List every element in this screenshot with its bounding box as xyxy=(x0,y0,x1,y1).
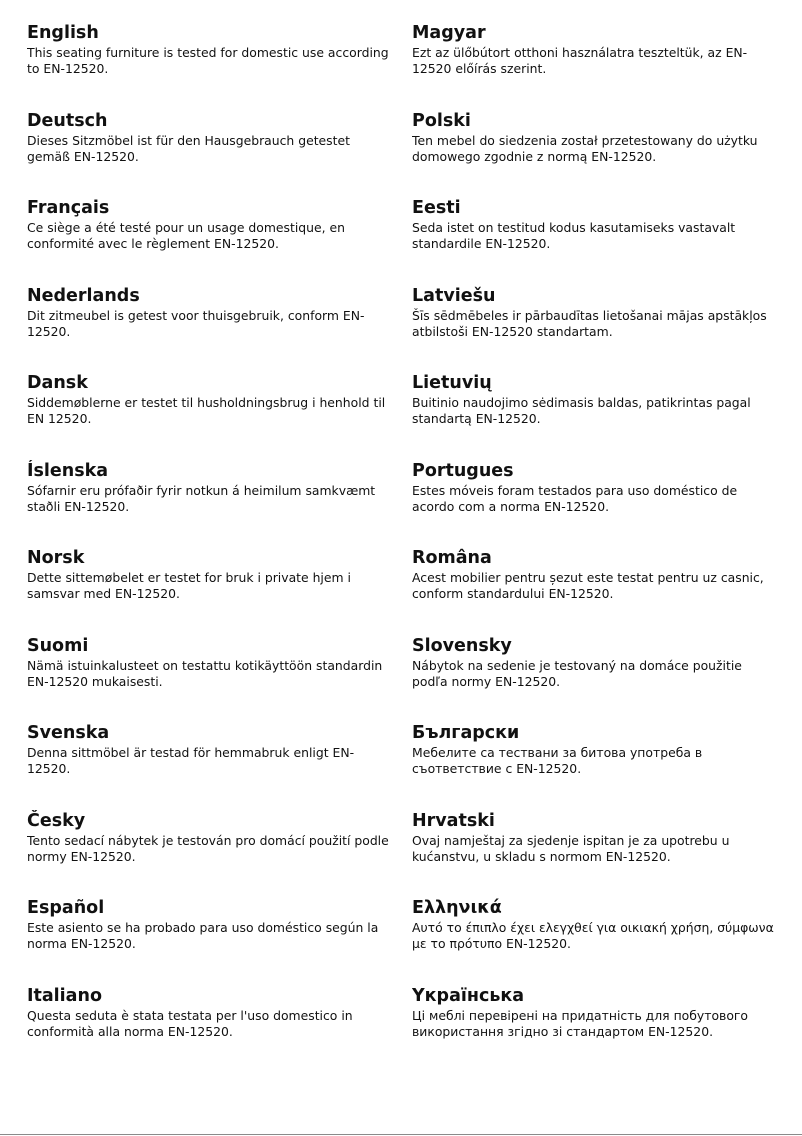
language-text: Este asiento se ha probado para uso doméstico según la norma EN-12520. xyxy=(27,920,379,951)
language-text: Questa seduta è stata testata per l'uso domestico in conformità alla norma EN-12520. xyxy=(27,1007,353,1039)
language-text: Ovaj namještaj za sjedenje ispitan je za upotrebu u kućanstvu, u skladu s normom EN-12520. xyxy=(412,832,730,864)
language-text: Ten mebel do siedzenia został przetestowany do użytku domowego zgodnie z normą EN-12520. xyxy=(412,132,758,164)
language-heading: Yкраїнська xyxy=(412,985,525,1006)
language-heading: Español xyxy=(27,898,105,918)
language-text: Dieses Sitzmöbel ist für den Hausgebrauch getestet gemäß EN-12520. xyxy=(27,132,350,164)
language-entry-norsk xyxy=(27,547,389,635)
language-entry-islenska xyxy=(27,460,389,548)
language-text: Dette sittemøbelet er testet for bruk i private hjem i samsvar med EN-12520. xyxy=(27,570,351,601)
language-entry-latviesu xyxy=(412,285,774,373)
language-entry-dansk xyxy=(27,372,389,460)
language-entry-suomi xyxy=(27,635,389,723)
language-heading: Deutsch xyxy=(27,110,108,131)
language-entry-romana xyxy=(412,547,774,635)
language-heading: English xyxy=(27,23,99,43)
language-entry-magyar xyxy=(412,22,774,110)
language-entry-ukrainian xyxy=(412,985,774,1073)
language-text: Tento sedací nábytek je testován pro domácí použití podle normy EN-12520. xyxy=(27,832,389,864)
language-heading: Norsk xyxy=(27,548,85,568)
language-heading: Lietuvių xyxy=(412,373,492,393)
language-heading: Suomi xyxy=(27,635,89,656)
language-entry-nederlands xyxy=(27,285,389,373)
language-entry-greek xyxy=(412,897,774,985)
language-text: Nábytok na sedenie je testovaný na domáce použitie podľa normy EN-12520. xyxy=(412,657,742,689)
left-column xyxy=(27,22,389,1072)
language-text: Мебелите са тествани за битова употреба в съответствие с EN-12520. xyxy=(412,745,703,776)
language-entry-deutsch xyxy=(27,110,389,198)
language-text: Nämä istuinkalusteet on testattu kotikäyttöön standardin EN-12520 mukaisesti. xyxy=(27,657,383,689)
language-entry-lietuviu xyxy=(412,372,774,460)
language-entry-polski xyxy=(412,110,774,198)
language-entry-hrvatski xyxy=(412,810,774,898)
language-text: Buitinio naudojimo sėdimasis baldas, patikrintas pagal standartą EN-12520. xyxy=(412,395,751,426)
language-text: Šīs sēdmēbeles ir pārbaudītas lietošanai mājas apstākļos atbilstoši EN-12520 standartam. xyxy=(412,307,767,339)
language-entry-slovensky xyxy=(412,635,774,723)
language-text: Seda istet on testitud kodus kasutamiseks vastavalt standardile EN-12520. xyxy=(412,220,736,251)
language-entry-cesky xyxy=(27,810,389,898)
language-heading: Dansk xyxy=(27,373,88,393)
page-bottom-divider xyxy=(0,1134,802,1135)
language-heading: Svenska xyxy=(27,723,110,743)
language-heading: Eesti xyxy=(412,198,461,218)
language-entry-espanol xyxy=(27,897,389,985)
language-heading: Nederlands xyxy=(27,285,140,306)
language-text: Ці меблі перевірені на придатність для побутового використання згідно зі стандартом EN-12520. xyxy=(412,1007,748,1039)
language-text: This seating furniture is tested for domestic use according to EN-12520. xyxy=(27,45,389,76)
language-text: Acest mobilier pentru șezut este testat pentru uz casnic, conform standardului EN-12520. xyxy=(412,570,764,601)
language-heading: Portugues xyxy=(412,460,514,481)
language-heading: Hrvatski xyxy=(412,810,495,831)
language-entry-english xyxy=(27,22,389,110)
language-entry-svenska xyxy=(27,722,389,810)
language-entry-francais xyxy=(27,197,389,285)
language-heading: Italiano xyxy=(27,985,102,1006)
language-heading: Româna xyxy=(412,548,492,568)
right-column xyxy=(412,22,774,1072)
language-entry-italiano xyxy=(27,985,389,1073)
language-text: Αυτό το έπιπλο έχει ελεγχθεί για οικιακή χρήση, σύμφωνα με το πρότυπο EN-12520. xyxy=(412,920,774,951)
language-heading: Български xyxy=(412,723,520,743)
language-text: Denna sittmöbel är testad för hemmabruk enligt EN-12520. xyxy=(27,745,355,776)
language-text: Dit zitmeubel is getest voor thuisgebruik, conform EN-12520. xyxy=(27,307,365,339)
language-text: Ezt az ülőbútort otthoni használatra teszteltük, az EN-12520 előírás szerint. xyxy=(412,45,748,76)
language-text: Ce siège a été testé pour un usage domestique, en conformité avec le règlement EN-12520. xyxy=(27,220,345,251)
language-heading: Magyar xyxy=(412,23,486,43)
language-text: Estes móveis foram testados para uso doméstico de acordo com a norma EN-12520. xyxy=(412,482,738,514)
language-heading: Ελληνικά xyxy=(412,898,502,918)
language-heading: Íslenska xyxy=(27,460,109,481)
language-text: Siddemøblerne er testet til husholdningsbrug i henhold til EN 12520. xyxy=(27,395,386,426)
language-heading: Latviešu xyxy=(412,285,496,306)
language-entry-portugues xyxy=(412,460,774,548)
language-heading: Français xyxy=(27,198,110,218)
language-entry-bulgarian xyxy=(412,722,774,810)
language-heading: Slovensky xyxy=(412,635,512,656)
language-text: Sófarnir eru prófaðir fyrir notkun á heimilum samkvæmt staðli EN-12520. xyxy=(27,482,376,514)
language-heading: Polski xyxy=(412,110,471,131)
language-heading: Česky xyxy=(27,810,86,831)
language-entry-eesti xyxy=(412,197,774,285)
